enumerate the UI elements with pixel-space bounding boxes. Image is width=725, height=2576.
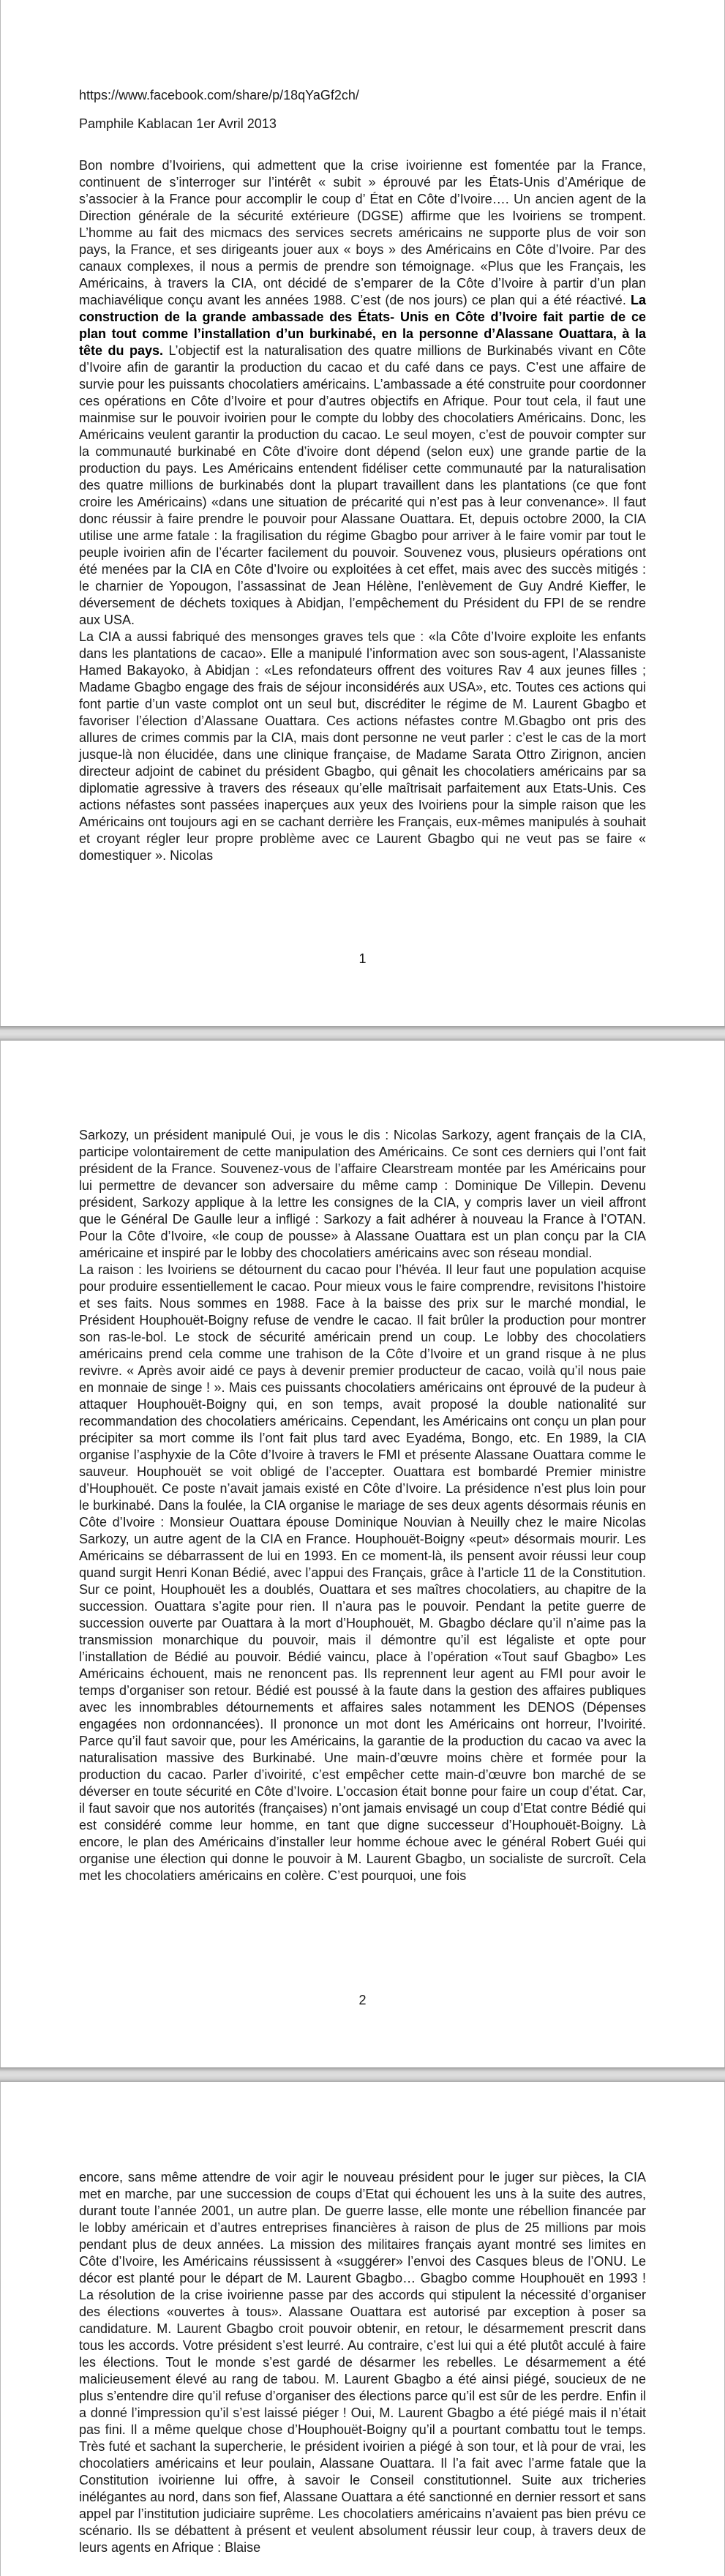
page-3-body xyxy=(79,2169,646,2556)
byline: Pamphile Kablacan 1er Avril 2013 xyxy=(79,116,277,131)
paragraph: Sarkozy, un président manipulé Oui, je vous le dis : Nicolas Sarkozy, agent français de la CIA, participe volontairement de cette manipulation des Américains. Ce sont ces derniers qui l’ont fait président de la France. Souvenez-vous de l’affaire Clearstream montée par les Américains pour lui permettre de devancer son adversaire du même camp : Dominique De Villepin. Devenu président, Sarkozy applique à la lettre les consignes de la CIA, y compris laver un vieil affront que le Général De Gaulle leur a infligé : Sarkozy a fait adhérer à nouveau la France à l’OTAN. Pour la Côte d’Ivoire, «le coup de pousse» à Alassane Ouattara est un plan conçu par la CIA américaine et inspiré par le lobby des chocolatiers américains avec son réseau mondial. xyxy=(79,1128,646,1260)
document-page-3 xyxy=(0,2082,725,2576)
paragraph-text: Bon nombre d’Ivoiriens, qui admettent que la crise ivoirienne est fomentée par la France, continuent de s’interroger sur l’intérêt « subit » éprouvé par les États-Unis d’Amérique de s’associer à la France pour accomplir le coup d’ État en Côte d’Ivoire…. Un ancien agent de la Direction générale de la sécurité extérieure (DGSE) affirme que les Ivoiriens se trompent. L’homme au fait des micmacs des services secrets américains ne supporte plus de voir son pays, la France, et ses dirigeants jouer aux « boys » des Américains en Côte d’Ivoire. Par des canaux complexes, il nous a permis de prendre son témoignage. «Plus que les Français, les Américains, à travers la CIA, ont décidé de s’emparer de la Côte d’Ivoire à partir d’un plan machiavélique conçu avant les années 1988. C’est (de nos jours) ce plan qui a été réactivé. xyxy=(79,158,646,307)
page-gutter xyxy=(0,2067,725,2082)
paragraph: encore, sans même attendre de voir agir le nouveau président pour le juger sur pièces, la CIA met en marche, par une succession de coups d’Etat qui échouent les uns à la suite des autres, durant toute l’année 2001, un autre plan. De guerre lasse, elle monte une rébellion financée par le lobby américain et d’autres entreprises financières à raison de plus de 25 millions par mois pendant plus de deux années. La mission des militaires français ayant montré ses limites en Côte d’Ivoire, les Américains réussissent à «suggérer» l’envoi des Casques bleus de l’ONU. Le décor est planté pour le départ de M. Laurent Gbagbo… Gbagbo comme Houphouët en 1993 ! La résolution de la crise ivoirienne passe par des accords qui stipulent la nécessité d’organiser des élections «ouvertes à tous». Alassane Ouattara est autorisé par exception à poser sa candidature. M. Laurent Gbagbo croit pouvoir obtenir, en retour, le désarmement prescrit dans tous les accords. Votre président s’est leurré. Au contraire, c’est lui qui a été plutôt acculé à faire les élections. Tout le monde s’est gardé de désarmer les rebelles. Le désarmement a été malicieusement élevé au rang de tabou. M. Laurent Gbagbo a été ainsi piégé, soucieux de ne plus s’entendre dire qu’il refuse d’organiser des élections parce qu’il est sûr de les perdre. Enfin il a donné l’impression qu’il s’est laissé piéger ! Oui, M. Laurent Gbagbo a été piégé mais il n’était pas fini. Il a même quelque chose d’Houphouët-Boigny qu’il a pourtant combattu tout le temps. Très futé et sachant la supercherie, le président ivoirien a piégé à son tour, et là pour de vrai, les chocolatiers américains et leur poulain, Alassane Ouattara. Il l’a fait avec l’arme fatale que la Constitution ivoirienne lui offre, à savoir le Conseil constitutionnel. Suite aux tricheries inélégantes au nord, dans son fief, Alassane Ouattara a été sanctionné en dernier ressort et sans appel par l’institution judiciaire suprême. Les chocolatiers américains n’avaient pas bien prévu ce scénario. Ils se débattent à présent et veulent absolument réussir leur coup, à travers deux de leurs agents en Afrique : Blaise xyxy=(79,2170,646,2555)
page-number-2: 2 xyxy=(358,1993,367,2007)
page-number-1: 1 xyxy=(358,951,367,966)
paragraph: La CIA a aussi fabriqué des mensonges graves tels que : «la Côte d’Ivoire exploite les enfants dans les plantations de cacao». Elle a manipulé l’information avec son sous-agent, l’Alassaniste Hamed Bakayoko, à Abidjan : «Les refondateurs offrent des voitures Rav 4 aux jeunes filles ; Madame Gbagbo engage des frais de séjour inconsidérés aux USA», etc. Toutes ces actions qui font partie d’un vaste complot ont un seul but, discréditer le régime de M. Laurent Gbagbo et favoriser l’élection d’Alassane Ouattara. Ces actions néfastes contre M.Gbagbo ont pris des allures de crimes commis par la CIA, mais dont personne ne veut parler : c’est le cas de la mort jusque-là non élucidée, dans une clinique française, de Madame Sarata Ottro Zirignon, ancien directeur adjoint de cabinet du président Gbagbo, qui gênait les chocolatiers américains par sa diplomatie agressive à travers des réseaux qu’elle maîtrisait parfaitement aux Etats-Unis. Ces actions néfastes sont passées inaperçues aux yeux des Ivoiriens pour la simple raison que les Américains ont toujours agi en se cachant derrière les Français, eux-mêmes manipulés à souhait et croyant régler leur propre problème avec ce Laurent Gbagbo qui ne veut pas se faire « domestiquer ». Nicolas xyxy=(79,629,646,863)
paragraph xyxy=(79,157,646,629)
document-page-2 xyxy=(0,1041,725,2067)
facebook-share-url: https://www.facebook.com/share/p/18qYaGf2ch/ xyxy=(79,88,359,102)
document-page-1 xyxy=(0,0,725,1026)
paragraph: La raison : les Ivoiriens se détournent du cacao pour l’hévéa. Il leur faut une population acquise pour produire essentiellement le cacao. Pour mieux vous le faire comprendre, revisitons l’histoire et ses faits. Nous sommes en 1988. Face à la baisse des prix sur le marché mondial, le Président Houphouët-Boigny refuse de vendre le cacao. Il fait brûler la production pour montrer son ras-le-bol. Le stock de sécurité américain prend un coup. Le lobby des chocolatiers américains prend cela comme une trahison de la Côte d’Ivoire et un grand risque à ne plus revivre. « Après avoir aidé ce pays à devenir premier producteur de cacao, voilà qu’il nous paie en monnaie de singe ! ». Mais ces puissants chocolatiers américains ont éprouvé de la pudeur à attaquer Houphouët-Boigny qui, en son temps, avait proposé la double nationalité sur recommandation des chocolatiers américains. Cependant, les Américains ont conçu un plan pour précipiter sa mort comme ils l’ont fait plus tard avec Eyadéma, Bongo, etc. En 1989, la CIA organise l’asphyxie de la Côte d’Ivoire à travers le FMI et présente Alassane Ouattara comme le sauveur. Houphouët se voit obligé de l’accepter. Ouattara est bombardé Premier ministre d’Houphouët. Ce poste n’avait jamais existé en Côte d’Ivoire. La présidence n’est plus loin pour le burkinabé. Dans la foulée, la CIA organise le mariage de ses deux agents désormais réunis en Côte d’Ivoire : Monsieur Ouattara épouse Dominique Nouvian à Neuilly chez le maire Nicolas Sarkozy, un autre agent de la CIA en France. Houphouët-Boigny «peut» désormais mourir. Les Américains se débarrassent de lui en 1993. En ce moment-là, ils pensent avoir réussi leur coup quand surgit Henri Konan Bédié, avec l’appui des Français, grâce à l’article 11 de la Constitution. Sur ce point, Houphouët les a doublés, Ouattara et ses maîtres chocolatiers, au chapitre de la succession. Ouattara s’agite pour rien. Il n’aura pas le pouvoir. Pendant la petite guerre de succession ouverte par Ouattara à la mort d’Houphouët, M. Gbagbo déclare qu’il n’aime pas la transmission monarchique du pouvoir, mais il démontre qu’il est légaliste et opte pour l’installation de Bédié au pouvoir. Bédié vaincu, place à l’opération «Tout sauf Gbagbo» Les Américains échouent, mais ne renoncent pas. Ils reprennent leur agent au FMI pour avoir le temps d’organiser son retour. Bédié est poussé à la faute dans la gestion des affaires publiques avec les innombrables détournements et affaires sales notamment les DENOS (Dépenses engagées non ordonnancées). Il prononce un mot dont les Américains ont horreur, l’Ivoirité. Parce qu’il faut savoir que, pour les Américains, la garantie de la production du cacao va avec la naturalisation massive des Burkinabé. Une main-d’œuvre moins chère et formée pour la production du cacao. Parler d’ivoirité, c’est empêcher cette main-d’œuvre bon marché de se déverser en toute sécurité en Côte d’Ivoire. L’occasion était bonne pour faire un coup d’état. Car, il faut savoir que nos autorités (françaises) n’ont jamais envisagé un coup d’Etat contre Bédié qui est considéré comme leur homme, en tant que digne successeur d’Houphouët-Boigny. Là encore, le plan des Américains d’installer leur homme échoue avec le général Robert Guéi qui organise une élection qui donne le pouvoir à M. Laurent Gbagbo, un socialiste de surcroît. Cela met les chocolatiers américains en colère. C’est pourquoi, une fois xyxy=(79,1262,646,1883)
page-1-body xyxy=(79,157,646,864)
paragraph-text: L’objectif est la naturalisation des quatre millions de Burkinabés vivant en Côte d’Ivoire afin de garantir la production du cacao et du café dans ce pays. C’est une affaire de survie pour les puissants chocolatiers américains. L’ambassade a été construite pour coordonner ces opérations en Côte d’Ivoire et pour d’autres objectifs en Afrique. Pour tout cela, il faut une mainmise sur le pouvoir ivoirien pour le compte du lobby des chocolatiers Américains. Donc, les Américains veulent garantir la production du cacao. Le seul moyen, c’est de pouvoir compter sur la communauté burkinabé en Côte d’ivoire dont dépend (selon eux) une grande partie de la production du pays. Les Américains entendent fidéliser cette communauté par la naturalisation des quatre millions de burkinabés dont la plupart travaillent dans les plantations (ce que font croire les Américains) «dans une situation de précarité qui n’est pas à leur convenance». Il faut donc réussir à faire prendre le pouvoir pour Alassane Ouattara. Et, depuis octobre 2000, la CIA utilise une arme fatale : la fragilisation du régime Gbagbo pour arriver à le faire vomir par tout le peuple ivoirien afin de l’écarter facilement du pouvoir. Souvenez vous, plusieurs opérations ont été menées par la CIA en Côte d’Ivoire ou exploitées à cet effet, mais avec des succès mitigés : le charnier de Yopougon, l’assassinat de Jean Hélène, l’enlèvement de Guy André Kieffer, le déversement de déchets toxiques à Abidjan, l’empêchement du Président du FPI de se rendre aux USA. xyxy=(79,343,646,627)
paragraph-bold-text: La construction de la grande ambassade des États- Unis en Côte d’Ivoire fait partie de ce plan tout comme l’installation d’un burkinabé, en la personne d’Alassane Ouattara, à la tête du pays. xyxy=(79,293,646,358)
page-2-body xyxy=(79,1127,646,1884)
page-gutter xyxy=(0,1026,725,1041)
